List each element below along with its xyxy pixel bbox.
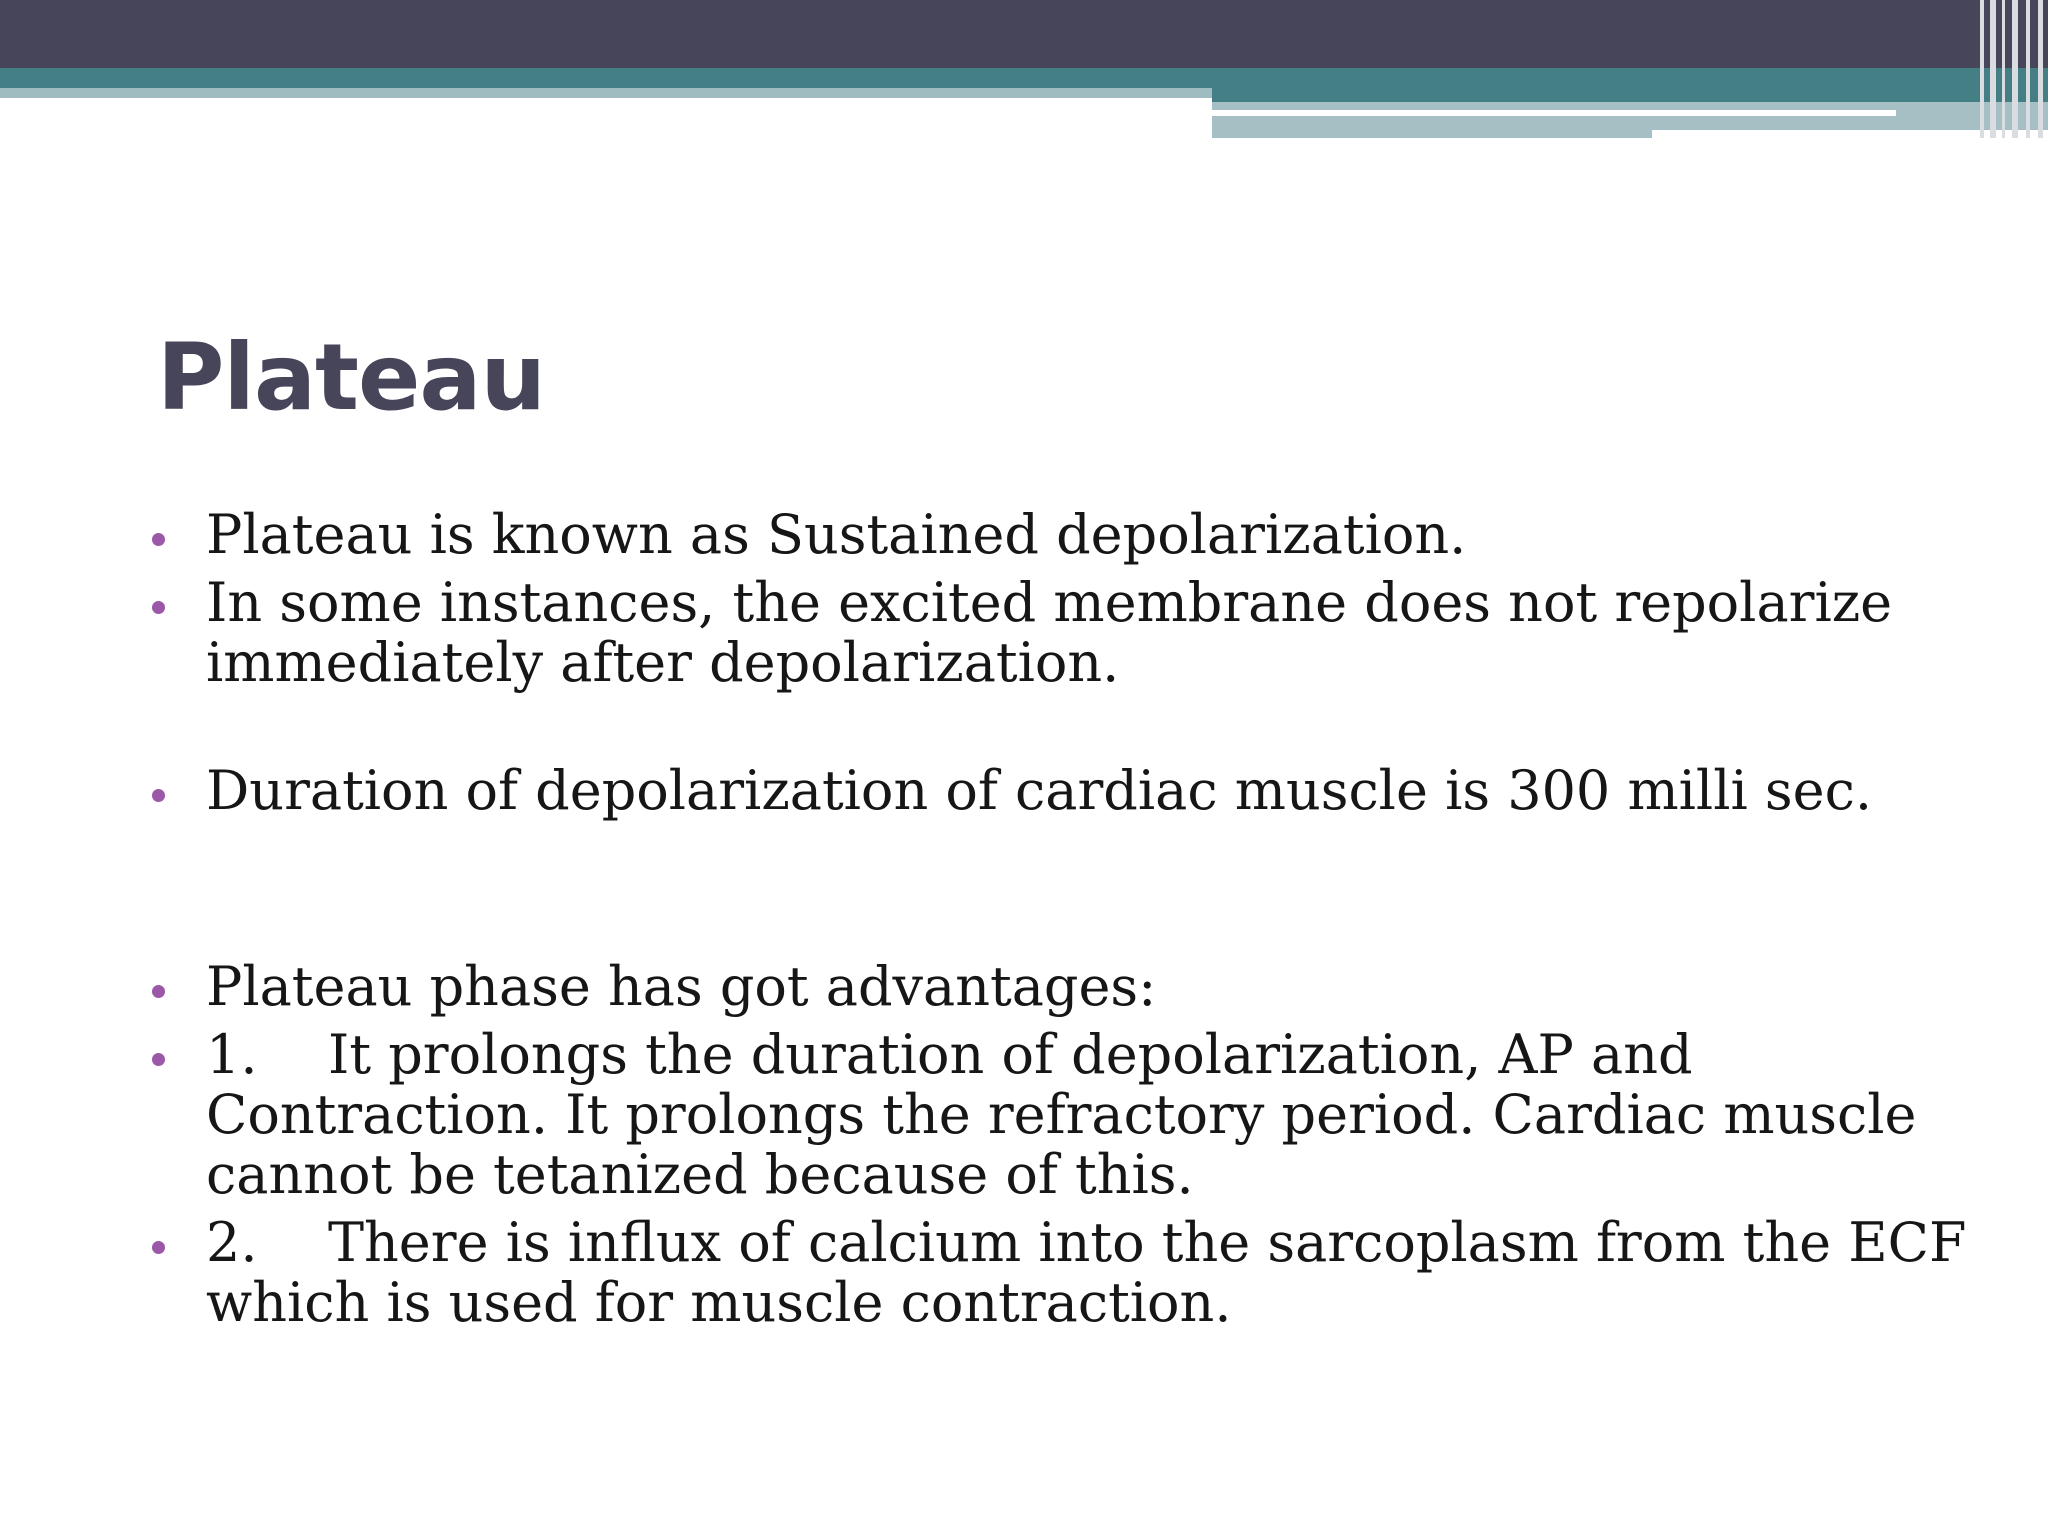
- header-teal-step: [1212, 88, 2048, 102]
- bullet-text: In some instances, the excited membrane does not repolarize immediately after depolarization.: [206, 571, 1893, 694]
- bullet-dot-icon: [152, 1241, 165, 1254]
- slide-title: Plateau: [157, 324, 545, 431]
- bullet-number: 1.: [206, 1023, 258, 1086]
- bullet-item: [140, 573, 2000, 693]
- bullet-text: Duration of depolarization of cardiac muscle is 300 milli sec.: [206, 759, 1872, 822]
- bullet-item: [140, 761, 2000, 821]
- header-light-stripe-left: [0, 88, 1212, 98]
- bullet-text: Plateau phase has got advantages:: [206, 955, 1157, 1018]
- header-white-line: [1212, 110, 1896, 116]
- header-dark-bar: [0, 0, 2048, 68]
- header-teal-bar: [0, 68, 2048, 88]
- bullet-dot-icon: [152, 789, 165, 802]
- bullet-item: [140, 957, 2000, 1017]
- bullet-item: [140, 505, 2000, 565]
- header-vertical-stripes: [1978, 0, 2048, 138]
- bullet-item-numbered: [140, 1025, 2000, 1205]
- bullet-dot-icon: [152, 533, 165, 546]
- bullet-text: Plateau is known as Sustained depolarization.: [206, 503, 1467, 566]
- bullet-item-numbered: [140, 1213, 2000, 1333]
- bullet-dot-icon: [152, 985, 165, 998]
- bullet-list: [140, 505, 2000, 1341]
- bullet-number: 2.: [206, 1211, 258, 1274]
- bullet-text: It prolongs the duration of depolarization, AP and Contraction. It prolongs the refractory period. Cardiac muscle cannot be tetanized because of this.: [206, 1023, 1917, 1206]
- bullet-text: There is influx of calcium into the sarcoplasm from the ECF which is used for muscle contraction.: [206, 1211, 1967, 1334]
- bullet-dot-icon: [152, 601, 165, 614]
- bullet-dot-icon: [152, 1053, 165, 1066]
